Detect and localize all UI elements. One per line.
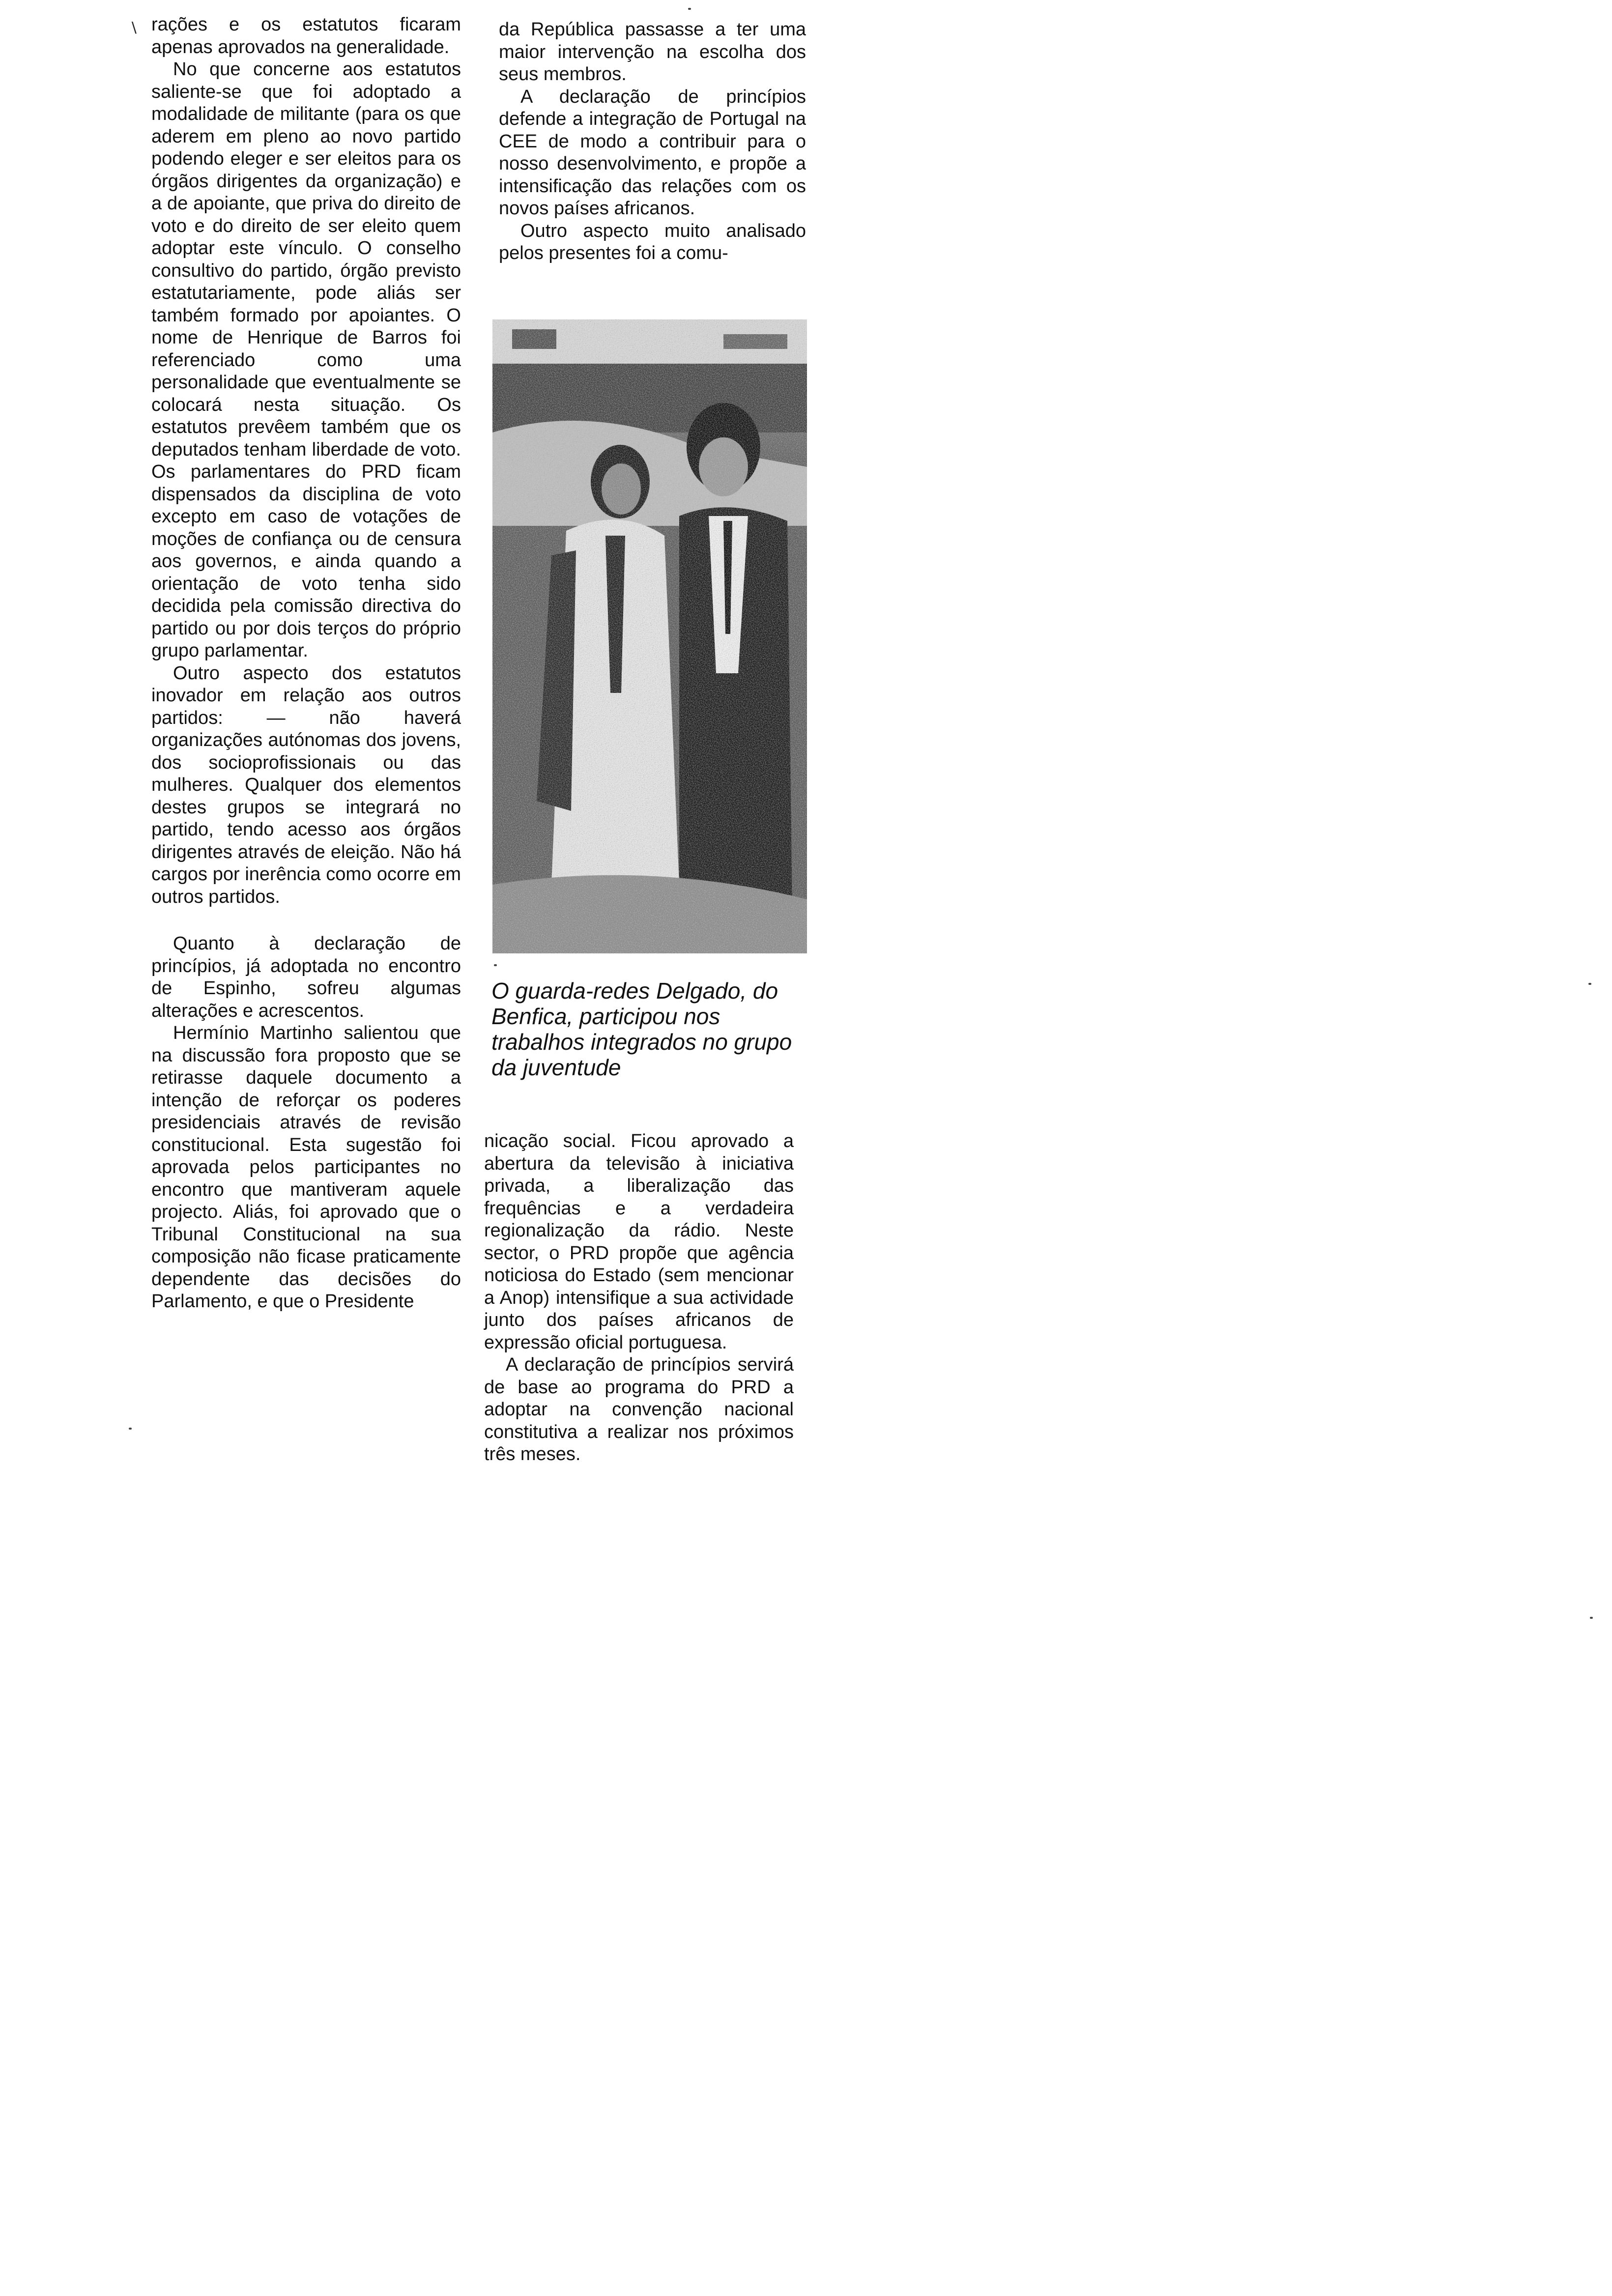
paragraph: da República passasse a ter uma maior intervenção na escolha dos seus membros. bbox=[499, 19, 806, 85]
scan-speck bbox=[494, 964, 497, 966]
article-column-right-bottom bbox=[484, 1130, 794, 1466]
scan-speck bbox=[129, 1428, 132, 1430]
scan-speck bbox=[1590, 1617, 1593, 1619]
scan-speck bbox=[1588, 983, 1591, 985]
article-column-right-top bbox=[499, 19, 806, 265]
paragraph: Outro aspecto dos estatutos inovador em relação aos outros partidos: — não haverá organizações autónomas dos jovens, dos socioprofissionais ou das mulheres. Qualquer dos elementos destes grupos se integrará no partido, tendo acesso aos órgãos dirigentes através de eleição. Não há cargos por inerência como ocorre em outros partidos. bbox=[151, 662, 461, 907]
paragraph: A declaração de princípios defende a integração de Portugal na CEE de modo a contribuir para o nosso desenvolvimento, e propõe a intensificação das relações com os novos países africanos. bbox=[499, 86, 806, 219]
news-photo bbox=[492, 319, 807, 953]
paragraph: Outro aspecto muito analisado pelos presentes foi a comu- bbox=[499, 220, 806, 263]
paragraph: A declaração de princípios servirá de base ao programa do PRD a adoptar na convenção nacional constitutiva a realizar nos próximos três meses. bbox=[484, 1354, 794, 1464]
scan-speck bbox=[688, 8, 691, 10]
paragraph: No que concerne aos estatutos saliente-se que foi adoptado a modalidade de militante (para os que aderem em pleno ao novo partido podendo eleger e ser eleitos para os órgãos dirigentes da organização) e a de apoiante, que priva do direito de voto e do direito de ser eleito quem adoptar este vínculo. O conselho consultivo do partido, órgão previsto estatutariamente, pode aliás ser também formado por apoiantes. O nome de Henrique de Barros foi referenciado como uma personalidade que eventualmente se colocará nesta situação. Os estatutos prevêem também que os deputados tenham liberdade de voto. Os parlamentares do PRD ficam dispensados da disciplina de voto excepto em caso de votações de moções de confiança ou de censura aos governos, e ainda quando a orientação de voto tenha sido decidida pela comissão directiva do partido ou por dois terços do próprio grupo parlamentar. bbox=[151, 59, 461, 661]
article-column-left bbox=[151, 14, 461, 1313]
margin-mark: ∖ bbox=[129, 20, 139, 36]
photo-caption: O guarda-redes Delgado, do Benfica, participou nos trabalhos integrados no grupo da juventude bbox=[491, 978, 792, 1080]
paragraph: Quanto à declaração de princípios, já adoptada no encontro de Espinho, sofreu algumas alterações e acrescentos. bbox=[151, 933, 461, 1021]
paragraph: rações e os estatutos ficaram apenas aprovados na generalidade. bbox=[151, 14, 461, 57]
paragraph: Hermínio Martinho salientou que na discussão fora proposto que se retirasse daquele documento a intenção de reforçar os poderes presidenciais através de revisão constitucional. Esta sugestão foi aprovada pelos participantes no encontro que mantiveram aquele projecto. Aliás, foi aprovado que o Tribunal Constitucional na sua composição não ficase praticamente dependente das decisões do Parlamento, e que o Presidente bbox=[151, 1023, 461, 1312]
paragraph: nicação social. Ficou aprovado a abertura da televisão à iniciativa privada, a liberalização das frequências e a verdadeira regionalização da rádio. Neste sector, o PRD propõe que agência noticiosa do Estado (sem mencionar a Anop) intensifique a sua actividade junto dos países africanos de expressão oficial portuguesa. bbox=[484, 1131, 794, 1353]
